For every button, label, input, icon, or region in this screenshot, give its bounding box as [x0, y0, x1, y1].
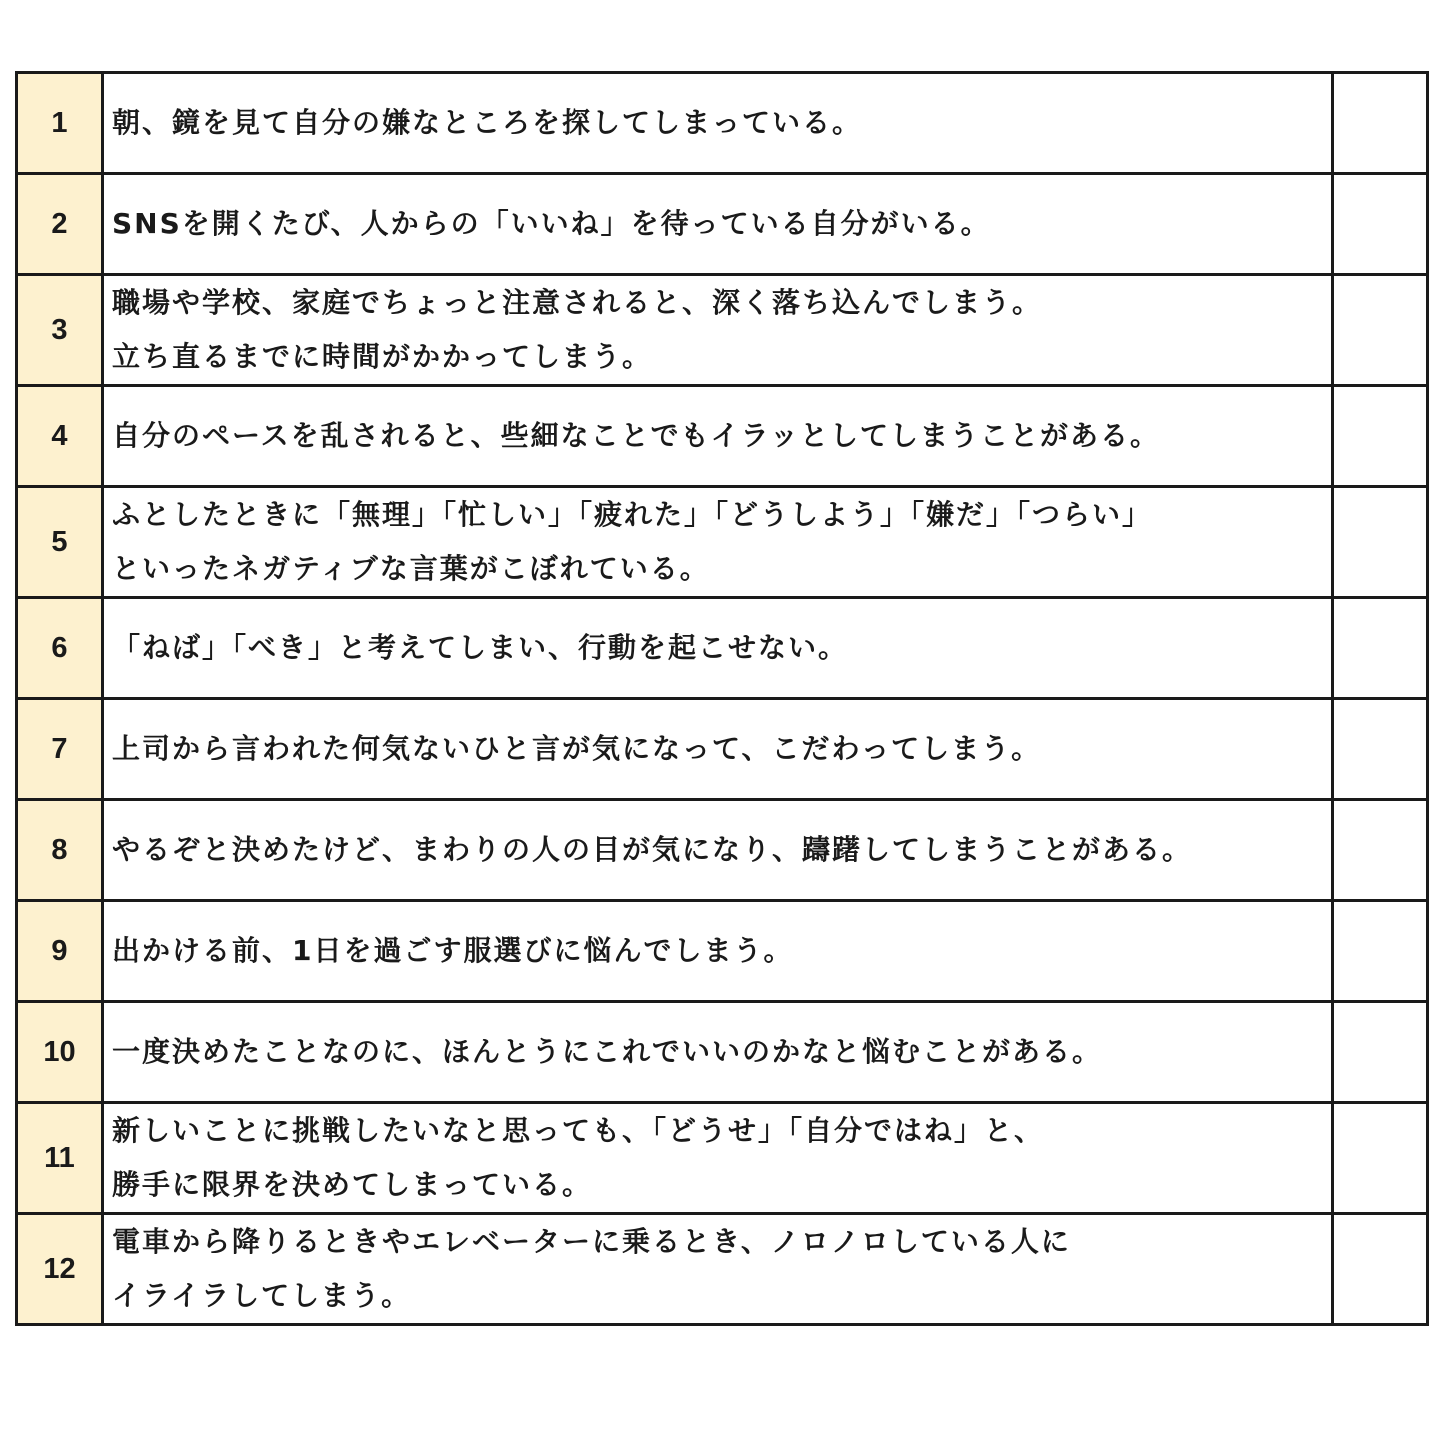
checklist-row	[17, 174, 1428, 275]
item-text-line: 一度決めたことなのに、ほんとうにこれでいいのかなと悩むことがある。	[112, 1035, 1103, 1068]
item-text	[103, 487, 1333, 598]
item-text-line: ふとしたときに「無理」「忙しい」「疲れた」「どうしよう」「嫌だ」「つらい」	[112, 498, 1153, 531]
check-box[interactable]	[1333, 73, 1428, 174]
item-text	[103, 699, 1333, 800]
item-number: 10	[17, 1002, 103, 1103]
checklist-row	[17, 386, 1428, 487]
item-text-line: 職場や学校、家庭でちょっと注意されると、深く落ち込んでしまう。	[112, 286, 1043, 319]
checklist-row	[17, 487, 1428, 598]
item-text-line: 上司から言われた何気ないひと言が気になって、こだわってしまう。	[112, 732, 1042, 765]
item-number: 3	[17, 275, 103, 386]
check-box[interactable]	[1333, 386, 1428, 487]
item-number: 2	[17, 174, 103, 275]
item-text-line: SNSを開くたび、人からの「いいね」を待っている自分がいる。	[112, 207, 991, 240]
checklist-row	[17, 800, 1428, 901]
item-text	[103, 1103, 1333, 1214]
check-box[interactable]	[1333, 275, 1428, 386]
checklist-row	[17, 275, 1428, 386]
check-box[interactable]	[1333, 699, 1428, 800]
item-text-line: 出かける前、1日を過ごす服選びに悩んでしまう。	[112, 934, 794, 967]
item-text-line: 電車から降りるときやエレベーターに乗るとき、ノロノロしている人に	[112, 1225, 1071, 1258]
item-number: 4	[17, 386, 103, 487]
item-number: 5	[17, 487, 103, 598]
item-number: 7	[17, 699, 103, 800]
checklist-row	[17, 598, 1428, 699]
item-text	[103, 386, 1333, 487]
check-box[interactable]	[1333, 174, 1428, 275]
check-box[interactable]	[1333, 1002, 1428, 1103]
check-box[interactable]	[1333, 1103, 1428, 1214]
check-box[interactable]	[1333, 598, 1428, 699]
check-box[interactable]	[1333, 1214, 1428, 1325]
item-text	[103, 1214, 1333, 1325]
checklist-row	[17, 1002, 1428, 1103]
checklist-row	[17, 73, 1428, 174]
item-text-line: やるぞと決めたけど、まわりの人の目が気になり、躊躇してしまうことがある。	[112, 833, 1193, 866]
item-text-line: といったネガティブな言葉がこぼれている。	[112, 552, 710, 585]
checklist-table	[15, 71, 1429, 1326]
item-text	[103, 1002, 1333, 1103]
item-text-line: 新しいことに挑戦したいなと思っても、「どうせ」「自分ではね」と、	[112, 1114, 1045, 1147]
checklist-row	[17, 901, 1428, 1002]
checklist-row	[17, 699, 1428, 800]
item-number: 6	[17, 598, 103, 699]
item-number: 1	[17, 73, 103, 174]
item-text-line: イライラしてしまう。	[112, 1279, 412, 1312]
item-number: 9	[17, 901, 103, 1002]
item-text	[103, 901, 1333, 1002]
checklist-row	[17, 1103, 1428, 1214]
checklist-row	[17, 1214, 1428, 1325]
item-text-line: 「ねば」「べき」と考えてしまい、行動を起こせない。	[112, 631, 849, 664]
item-number: 12	[17, 1214, 103, 1325]
item-text	[103, 598, 1333, 699]
item-text-line: 勝手に限界を決めてしまっている。	[112, 1168, 593, 1201]
item-number: 11	[17, 1103, 103, 1214]
item-text	[103, 800, 1333, 901]
check-box[interactable]	[1333, 800, 1428, 901]
item-text	[103, 174, 1333, 275]
check-box[interactable]	[1333, 901, 1428, 1002]
item-number: 8	[17, 800, 103, 901]
check-box[interactable]	[1333, 487, 1428, 598]
item-text	[103, 275, 1333, 386]
item-text-line: 朝、鏡を見て自分の嫌なところを探してしまっている。	[112, 106, 863, 139]
item-text-line: 自分のペースを乱されると、些細なことでもイラッとしてしまうことがある。	[112, 419, 1161, 452]
item-text-line: 立ち直るまでに時間がかかってしまう。	[112, 340, 653, 373]
item-text	[103, 73, 1333, 174]
